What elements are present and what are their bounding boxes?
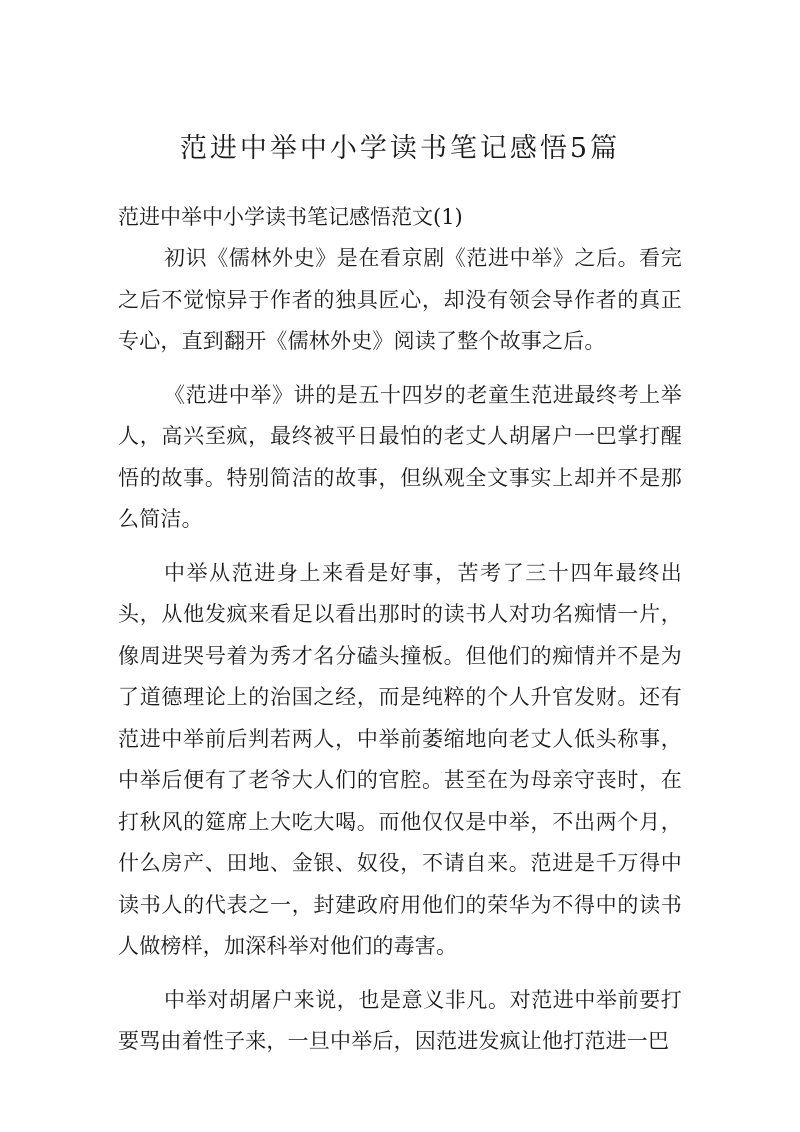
paragraph: 初识《儒林外史》是在看京剧《范进中举》之后。看完之后不觉惊异于作者的独具匠心，却没有领会导作者的真正专心，直到翻开《儒林外史》阅读了整个故事之后。 <box>118 246 682 353</box>
document-title: 范进中举中小学读书笔记感悟5篇 <box>179 133 621 164</box>
paragraph: 《范进中举》讲的是五十四岁的老童生范进最终考上举人，高兴至疯，最终被平日最怕的老丈人胡屠户一巴掌打醒悟的故事。特别简洁的故事，但纵观全文事实上却并不是那么简洁。 <box>118 382 682 531</box>
document-body <box>118 238 682 1075</box>
paragraph: 中举从范进身上来看是好事，苦考了三十四年最终出头，从他发疯来看足以看出那时的读书人对功名痴情一片，像周进哭号着为秀才名分磕头撞板。但他们的痴情并不是为了道德理论上的治国之经，而是纯粹的个人升官发财。还有范进中举前后判若两人，中举前萎缩地向老丈人低头称事，中举后便有了老爷大人们的官腔。甚至在为母亲守丧时，在打秋风的筵席上大吃大喝。而他仅仅是中举，不出两个月，什么房产、田地、金银、奴役，不请自来。范进是千万得中读书人的代表之一，封建政府用他们的荣华为不得中的读书人做榜样，加深科举对他们的毒害。 <box>118 560 682 958</box>
paragraph: 中举对胡屠户来说，也是意义非凡。对范进中举前要打要骂由着性子来，一旦中举后，因范进发疯让他打范进一巴 <box>118 987 682 1053</box>
section-heading: 范进中举中小学读书笔记感悟范文(1) <box>118 205 463 229</box>
